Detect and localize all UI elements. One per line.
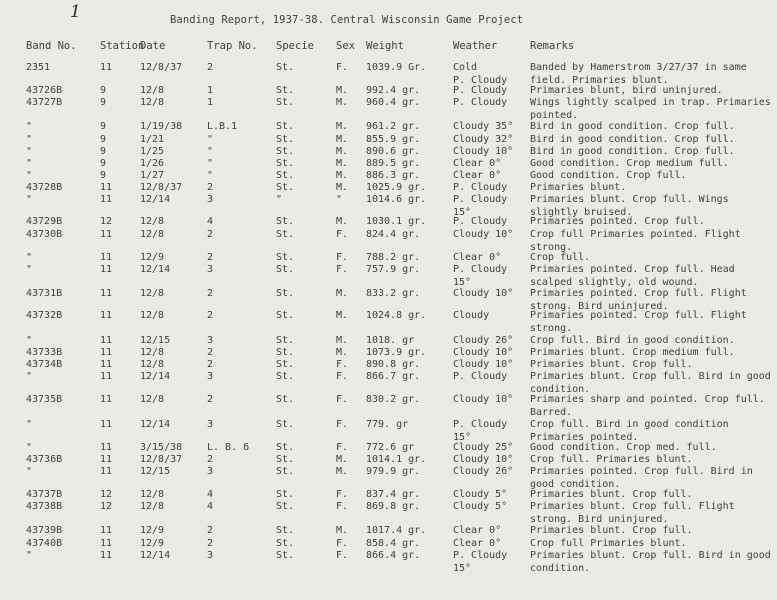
date-cell: 1/19/38 [140,121,183,132]
weather-cell: P. Cloudy [453,85,508,96]
sex-cell: F. [336,501,349,512]
sex-cell: F. [336,394,349,405]
sex-cell: M. [336,310,349,321]
specie-cell: St. [276,134,295,145]
date-cell: 12/8 [140,288,165,299]
weight-cell: 1039.9 Gr. [366,62,427,73]
date-cell: 12/15 [140,466,171,477]
weather-cell: Cloudy 10° [453,359,514,370]
trap-cell: " [207,170,214,181]
remarks-cell: Primaries blunt. Crop full. [530,489,693,500]
weight-cell: 855.9 gr. [366,134,421,145]
weight-cell: 1025.9 gr. [366,182,427,193]
remarks-cell: Crop full. Primaries blunt. [530,454,693,465]
weight-cell: 779. gr [366,419,409,430]
specie-cell: St. [276,419,295,430]
date-cell: 12/15 [140,335,171,346]
date-cell: 12/8/37 [140,182,183,193]
band-cell: 43740B [26,538,63,549]
remarks-cell: Primaries pointed. Crop full. Flight strong. [530,310,747,334]
weather-cell: P. Cloudy [453,371,508,382]
specie-cell: St. [276,525,295,536]
trap-cell: 2 [207,394,214,405]
sex-cell: M. [336,288,349,299]
weight-cell: 1017.4 gr. [366,525,427,536]
date-cell: 12/8 [140,85,165,96]
station-cell: 11 [100,359,113,370]
station-cell: 11 [100,264,113,275]
sex-cell: " [336,194,343,205]
specie-cell: St. [276,371,295,382]
date-cell: 12/14 [140,419,171,430]
weather-cell: Cloudy 25° [453,442,514,453]
sex-cell: M. [336,158,349,169]
station-cell: 11 [100,194,113,205]
weight-cell: 979.9 gr. [366,466,421,477]
date-cell: 12/14 [140,194,171,205]
date-cell: 1/27 [140,170,165,181]
trap-cell: 3 [207,335,214,346]
station-cell: 11 [100,454,113,465]
trap-cell: " [207,134,214,145]
station-cell: 9 [100,146,107,157]
specie-cell: St. [276,158,295,169]
remarks-cell: Crop full. Bird in good condition. [530,335,735,346]
trap-cell: 2 [207,454,214,465]
weight-cell: 757.9 gr. [366,264,421,275]
trap-cell: 4 [207,489,214,500]
trap-cell: 3 [207,194,214,205]
remarks-cell: Primaries blunt. Crop medium full. [530,347,735,358]
specie-cell: St. [276,466,295,477]
date-cell: 12/8/37 [140,454,183,465]
sex-cell: F. [336,550,349,561]
band-cell: " [26,371,33,382]
trap-cell: 2 [207,310,214,321]
sex-cell: M. [336,134,349,145]
weight-cell: 1014.6 gr. [366,194,427,205]
trap-cell: 2 [207,229,214,240]
trap-cell: L.B.1 [207,121,238,132]
weight-cell: 886.3 gr. [366,170,421,181]
weather-cell: Clear 0° [453,170,502,181]
remarks-cell: Primaries blunt. Crop full. Bird in good condition. [530,371,771,395]
weight-cell: 824.4 gr. [366,229,421,240]
weather-cell: Cold P. Cloudy [453,62,508,86]
remarks-cell: Bird in good condition. Crop full. [530,134,735,145]
sex-cell: F. [336,229,349,240]
sex-cell: F. [336,252,349,263]
specie-cell: St. [276,335,295,346]
remarks-cell: Primaries pointed. Crop full. [530,216,705,227]
header-trap-no: Trap No. [207,40,258,52]
band-cell: " [26,550,33,561]
band-cell: 43734B [26,359,63,370]
station-cell: 9 [100,97,107,108]
specie-cell: St. [276,489,295,500]
station-cell: 12 [100,501,113,512]
remarks-cell: Primaries blunt. [530,182,627,193]
station-cell: 11 [100,310,113,321]
trap-cell: 3 [207,466,214,477]
sex-cell: M. [336,182,349,193]
header-band-no: Band No. [26,40,77,52]
header-weather: Weather [453,40,498,52]
weight-cell: 858.4 gr. [366,538,421,549]
weather-cell: P. Cloudy 15° [453,264,508,288]
station-cell: 9 [100,121,107,132]
sex-cell: M. [336,121,349,132]
band-cell: 43726B [26,85,63,96]
station-cell: 11 [100,288,113,299]
specie-cell: St. [276,170,295,181]
trap-cell: 2 [207,525,214,536]
weather-cell: Clear 0° [453,538,502,549]
weight-cell: 890.6 gr. [366,146,421,157]
trap-cell: 1 [207,97,214,108]
weight-cell: 869.8 gr. [366,501,421,512]
weather-cell: Cloudy 10° [453,347,514,358]
weather-cell: P. Cloudy [453,97,508,108]
weight-cell: 1030.1 gr. [366,216,427,227]
specie-cell: St. [276,264,295,275]
remarks-cell: Good condition. Crop full. [530,170,687,181]
specie-cell: St. [276,550,295,561]
trap-cell: 2 [207,359,214,370]
sex-cell: M. [336,335,349,346]
date-cell: 12/8 [140,216,165,227]
report-title: Banding Report, 1937-38. Central Wisconsin Game Project [170,14,524,26]
band-cell: " [26,252,33,263]
band-cell: " [26,121,33,132]
station-cell: 9 [100,134,107,145]
sex-cell: M. [336,97,349,108]
band-cell: " [26,264,33,275]
station-cell: 12 [100,489,113,500]
weather-cell: Clear 0° [453,525,502,536]
weather-cell: Cloudy 5° [453,489,508,500]
weight-cell: 1024.8 gr. [366,310,427,321]
trap-cell: L. B. 6 [207,442,250,453]
specie-cell: St. [276,538,295,549]
weight-cell: 866.7 gr. [366,371,421,382]
remarks-cell: Primaries sharp and pointed. Crop full. Barred. [530,394,765,418]
date-cell: 12/8 [140,394,165,405]
specie-cell: St. [276,85,295,96]
band-cell: " [26,146,33,157]
station-cell: 11 [100,394,113,405]
remarks-cell: Primaries blunt. Crop full. [530,359,693,370]
weather-cell: P. Cloudy 15° [453,419,508,443]
weather-cell: Cloudy 26° [453,335,514,346]
weight-cell: 830.2 gr. [366,394,421,405]
band-cell: 43733B [26,347,63,358]
weather-cell: P. Cloudy [453,182,508,193]
weight-cell: 788.2 gr. [366,252,421,263]
sex-cell: M. [336,85,349,96]
trap-cell: 2 [207,538,214,549]
station-cell: 12 [100,216,113,227]
specie-cell: St. [276,97,295,108]
trap-cell: 1 [207,85,214,96]
date-cell: 12/8 [140,489,165,500]
page-number: 1 [70,2,81,22]
specie-cell: St. [276,347,295,358]
band-cell: " [26,170,33,181]
remarks-cell: Crop full. Bird in good condition Primaries pointed. [530,419,729,443]
weight-cell: 837.4 gr. [366,489,421,500]
weather-cell: Cloudy 5° [453,501,508,512]
table-row [0,309,777,337]
remarks-cell: Crop full Primaries blunt. [530,538,687,549]
band-cell: 43739B [26,525,63,536]
remarks-cell: Primaries pointed. Crop full. Flight strong. Bird uninjured. [530,288,747,312]
band-cell: 43730B [26,229,63,240]
remarks-cell: Primaries pointed. Crop full. Bird in good condition. [530,466,753,490]
weather-cell: Cloudy 10° [453,454,514,465]
table-row [0,393,777,421]
sex-cell: F. [336,538,349,549]
weight-cell: 866.4 gr. [366,550,421,561]
specie-cell: St. [276,62,295,73]
band-cell: 43736B [26,454,63,465]
trap-cell: 4 [207,216,214,227]
trap-cell: 2 [207,62,214,73]
table-row [0,549,777,577]
remarks-cell: Banded by Hamerstrom 3/27/37 in same field. Primaries blunt. [530,62,747,86]
date-cell: 1/25 [140,146,165,157]
date-cell: 12/8 [140,501,165,512]
header-sex: Sex [336,40,355,52]
date-cell: 12/14 [140,550,171,561]
weather-cell: Cloudy 10° [453,229,514,240]
sex-cell: M. [336,146,349,157]
weather-cell: Cloudy 10° [453,288,514,299]
weight-cell: 992.4 gr. [366,85,421,96]
remarks-cell: Primaries blunt. Crop full. Wings slightly bruised. [530,194,729,218]
band-cell: " [26,442,33,453]
sex-cell: F. [336,371,349,382]
weather-cell: P. Cloudy 15° [453,194,508,218]
remarks-cell: Primaries blunt, bird uninjured. [530,85,723,96]
sex-cell: F. [336,489,349,500]
band-cell: " [26,466,33,477]
specie-cell: St. [276,394,295,405]
station-cell: 11 [100,371,113,382]
sex-cell: F. [336,264,349,275]
date-cell: 12/8 [140,310,165,321]
date-cell: 3/15/38 [140,442,183,453]
sex-cell: M. [336,170,349,181]
date-cell: 12/9 [140,252,165,263]
band-cell: 43737B [26,489,63,500]
band-cell: 43731B [26,288,63,299]
trap-cell: 2 [207,252,214,263]
trap-cell: " [207,146,214,157]
weight-cell: 961.2 gr. [366,121,421,132]
trap-cell: 4 [207,501,214,512]
band-cell: 43729B [26,216,63,227]
trap-cell: 3 [207,371,214,382]
weight-cell: 1014.1 gr. [366,454,427,465]
station-cell: 9 [100,158,107,169]
weather-cell: Cloudy 10° [453,394,514,405]
weather-cell: Cloudy 35° [453,121,514,132]
station-cell: 11 [100,252,113,263]
weather-cell: Cloudy 10° [453,146,514,157]
weight-cell: 890.8 gr. [366,359,421,370]
station-cell: 11 [100,229,113,240]
remarks-cell: Bird in good condition. Crop full. [530,146,735,157]
remarks-cell: Crop full Primaries pointed. Flight strong. [530,229,741,253]
date-cell: 1/26 [140,158,165,169]
specie-cell: St. [276,121,295,132]
date-cell: 1/21 [140,134,165,145]
weight-cell: 772.6 gr [366,442,415,453]
trap-cell: 3 [207,264,214,275]
header-date: Date [140,40,166,52]
remarks-cell: Crop full. [530,252,591,263]
station-cell: 11 [100,419,113,430]
date-cell: 12/14 [140,264,171,275]
sex-cell: F. [336,419,349,430]
specie-cell: St. [276,216,295,227]
specie-cell: St. [276,252,295,263]
band-cell: " [26,134,33,145]
date-cell: 12/9 [140,538,165,549]
sex-cell: M. [336,347,349,358]
weight-cell: 889.5 gr. [366,158,421,169]
sex-cell: M. [336,525,349,536]
specie-cell: St. [276,288,295,299]
weight-cell: 1073.9 gr. [366,347,427,358]
band-cell: " [26,419,33,430]
weather-cell: P. Cloudy [453,216,508,227]
station-cell: 11 [100,62,113,73]
trap-cell: 2 [207,182,214,193]
header-weight: Weight [366,40,404,52]
band-cell: 43727B [26,97,63,108]
remarks-cell: Wings lightly scalped in trap. Primaries pointed. [530,97,771,121]
sex-cell: F. [336,442,349,453]
band-cell: 43735B [26,394,63,405]
date-cell: 12/8 [140,229,165,240]
header-remarks: Remarks [530,40,575,52]
specie-cell: St. [276,182,295,193]
station-cell: 11 [100,347,113,358]
sex-cell: M. [336,454,349,465]
remarks-cell: Primaries blunt. Crop full. [530,525,693,536]
weight-cell: 960.4 gr. [366,97,421,108]
trap-cell: " [207,158,214,169]
band-cell: 43728B [26,182,63,193]
specie-cell: St. [276,229,295,240]
band-cell: " [26,335,33,346]
specie-cell: St. [276,146,295,157]
specie-cell: St. [276,442,295,453]
date-cell: 12/8 [140,359,165,370]
sex-cell: M. [336,216,349,227]
sex-cell: M. [336,466,349,477]
header-specie: Specie [276,40,314,52]
weather-cell: Cloudy 26° [453,466,514,477]
remarks-cell: Bird in good condition. Crop full. [530,121,735,132]
weather-cell: P. Cloudy 15° [453,550,508,574]
trap-cell: 3 [207,419,214,430]
band-cell: 2351 [26,62,51,73]
weather-cell: Clear 0° [453,252,502,263]
specie-cell: St. [276,501,295,512]
weather-cell: Clear 0° [453,158,502,169]
date-cell: 12/8/37 [140,62,183,73]
remarks-cell: Primaries pointed. Crop full. Head scalped slightly, old wound. [530,264,735,288]
band-cell: 43738B [26,501,63,512]
sex-cell: F. [336,359,349,370]
remarks-cell: Good condition. Crop med. full. [530,442,717,453]
remarks-cell: Primaries blunt. Crop full. Bird in good condition. [530,550,771,574]
trap-cell: 2 [207,347,214,358]
specie-cell: St. [276,454,295,465]
weather-cell: Cloudy 32° [453,134,514,145]
header-station: Station [100,40,145,52]
date-cell: 12/8 [140,97,165,108]
specie-cell: St. [276,310,295,321]
remarks-cell: Primaries blunt. Crop full. Flight strong. Bird uninjured. [530,501,735,525]
date-cell: 12/9 [140,525,165,536]
date-cell: 12/14 [140,371,171,382]
weather-cell: Cloudy [453,310,490,321]
band-cell: " [26,158,33,169]
sex-cell: F. [336,62,349,73]
station-cell: 11 [100,538,113,549]
band-cell: " [26,194,33,205]
specie-cell: St. [276,359,295,370]
trap-cell: 2 [207,288,214,299]
station-cell: 11 [100,525,113,536]
station-cell: 11 [100,550,113,561]
station-cell: 11 [100,335,113,346]
station-cell: 11 [100,466,113,477]
trap-cell: 3 [207,550,214,561]
specie-cell: " [276,194,283,205]
band-cell: 43732B [26,310,63,321]
weight-cell: 1018. gr [366,335,415,346]
remarks-cell: Good condition. Crop medium full. [530,158,729,169]
weight-cell: 833.2 gr. [366,288,421,299]
station-cell: 11 [100,182,113,193]
date-cell: 12/8 [140,347,165,358]
station-cell: 9 [100,170,107,181]
station-cell: 9 [100,85,107,96]
station-cell: 11 [100,442,113,453]
